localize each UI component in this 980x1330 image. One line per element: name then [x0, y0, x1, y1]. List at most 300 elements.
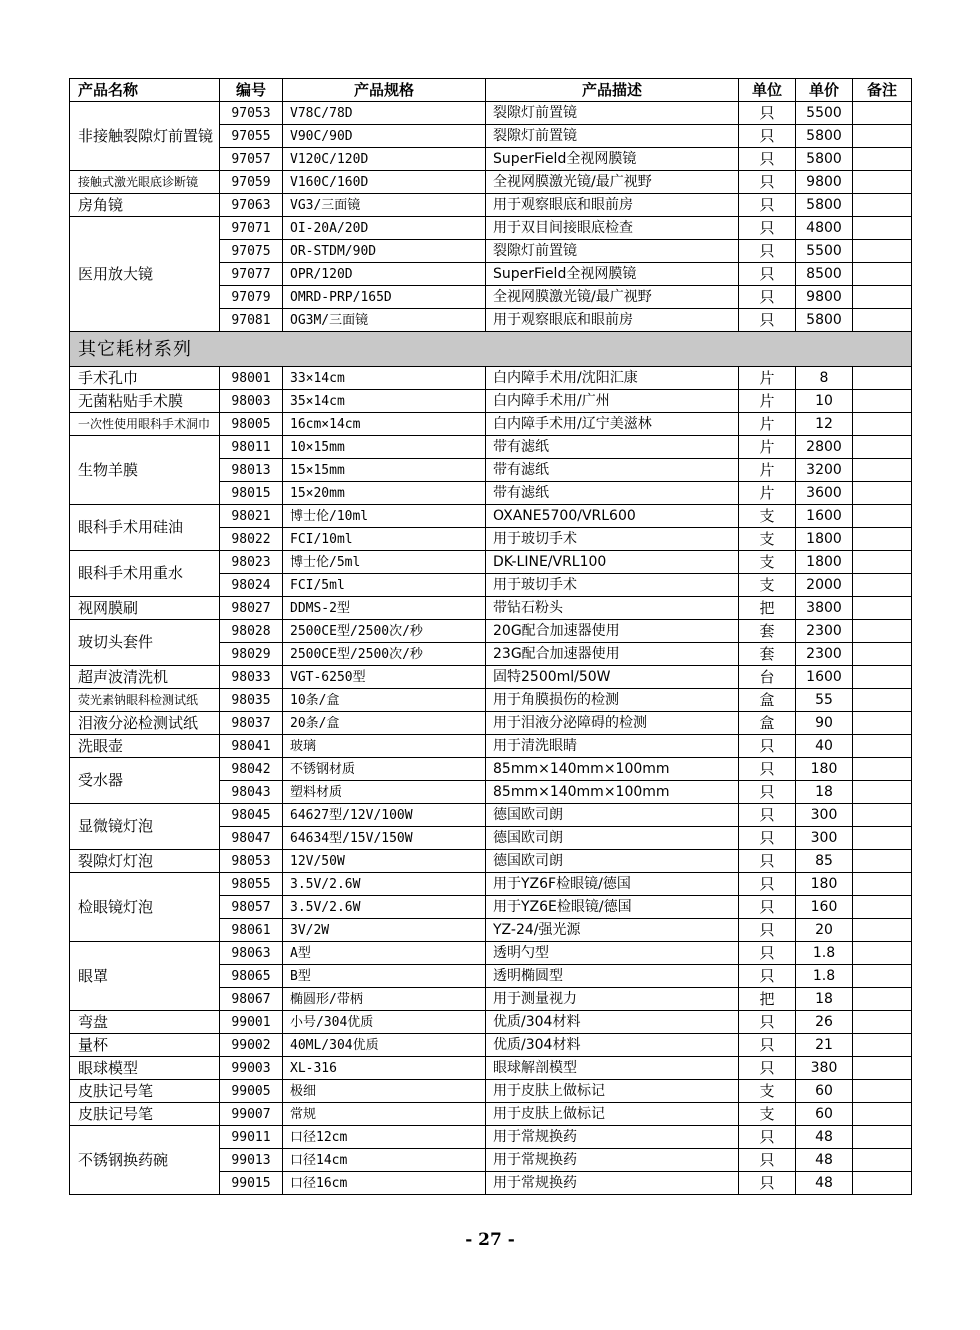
header-spec: 产品规格	[283, 79, 486, 102]
spec-cell: VGT-6250型	[283, 666, 486, 689]
note-cell	[853, 367, 912, 390]
price-cell: 3800	[796, 597, 853, 620]
unit-cell: 片	[739, 413, 796, 436]
description-cell: OXANE5700/VRL600	[486, 505, 739, 528]
note-cell	[853, 194, 912, 217]
code-cell: 98003	[220, 390, 283, 413]
price-cell: 85	[796, 850, 853, 873]
spec-cell: 椭圆形/带柄	[283, 988, 486, 1011]
product-name-cell: 房角镜	[70, 194, 220, 217]
product-name-cell: 眼科手术用重水	[70, 551, 220, 597]
note-cell	[853, 643, 912, 666]
table-body-bottom	[70, 367, 912, 1195]
note-cell	[853, 413, 912, 436]
note-cell	[853, 689, 912, 712]
description-cell: 用于常规换药	[486, 1149, 739, 1172]
code-cell: 98061	[220, 919, 283, 942]
description-cell: 用于常规换药	[486, 1172, 739, 1195]
note-cell	[853, 873, 912, 896]
price-cell: 1800	[796, 528, 853, 551]
product-name-cell: 裂隙灯灯泡	[70, 850, 220, 873]
code-cell: 98043	[220, 781, 283, 804]
code-cell: 98028	[220, 620, 283, 643]
unit-cell: 片	[739, 436, 796, 459]
description-cell: 白内障手术用/辽宁美滋林	[486, 413, 739, 436]
code-cell: 97077	[220, 263, 283, 286]
price-cell: 380	[796, 1057, 853, 1080]
description-cell: 优质/304材料	[486, 1034, 739, 1057]
note-cell	[853, 965, 912, 988]
code-cell: 98001	[220, 367, 283, 390]
code-cell: 97075	[220, 240, 283, 263]
description-cell: SuperField全视网膜镜	[486, 263, 739, 286]
spec-cell: 极细	[283, 1080, 486, 1103]
spec-cell: 塑料材质	[283, 781, 486, 804]
unit-cell: 只	[739, 965, 796, 988]
unit-cell: 只	[739, 919, 796, 942]
price-list-sheet	[69, 78, 911, 1195]
note-cell	[853, 309, 912, 332]
code-cell: 99015	[220, 1172, 283, 1195]
description-cell: 眼球解剖模型	[486, 1057, 739, 1080]
code-cell: 98027	[220, 597, 283, 620]
spec-cell: DDMS-2型	[283, 597, 486, 620]
table-body-top	[70, 102, 912, 332]
code-cell: 97063	[220, 194, 283, 217]
product-name-cell: 皮肤记号笔	[70, 1080, 220, 1103]
table-row	[70, 505, 912, 528]
code-cell: 99002	[220, 1034, 283, 1057]
product-name-cell: 眼科手术用硅油	[70, 505, 220, 551]
unit-cell: 只	[739, 1011, 796, 1034]
price-cell: 40	[796, 735, 853, 758]
product-name-cell: 眼球模型	[70, 1057, 220, 1080]
note-cell	[853, 758, 912, 781]
price-cell: 5800	[796, 194, 853, 217]
description-cell: 德国欧司朗	[486, 804, 739, 827]
code-cell: 97081	[220, 309, 283, 332]
unit-cell: 套	[739, 643, 796, 666]
spec-cell: OI-20A/20D	[283, 217, 486, 240]
table-row	[70, 1126, 912, 1149]
description-cell: 用于玻切手术	[486, 528, 739, 551]
description-cell: 用于观察眼底和眼前房	[486, 194, 739, 217]
spec-cell: VG3/三面镜	[283, 194, 486, 217]
section-title: 其它耗材系列	[70, 332, 912, 367]
price-cell: 26	[796, 1011, 853, 1034]
unit-cell: 盒	[739, 712, 796, 735]
unit-cell: 片	[739, 390, 796, 413]
price-cell: 60	[796, 1080, 853, 1103]
code-cell: 98023	[220, 551, 283, 574]
description-cell: 用于玻切手术	[486, 574, 739, 597]
product-name-cell: 一次性使用眼科手术洞巾	[70, 413, 220, 436]
note-cell	[853, 263, 912, 286]
spec-cell: 不锈钢材质	[283, 758, 486, 781]
code-cell: 98035	[220, 689, 283, 712]
note-cell	[853, 102, 912, 125]
spec-cell: 15×20mm	[283, 482, 486, 505]
unit-cell: 只	[739, 873, 796, 896]
description-cell: 23G配合加速器使用	[486, 643, 739, 666]
price-cell: 2300	[796, 643, 853, 666]
code-cell: 97079	[220, 286, 283, 309]
unit-cell: 片	[739, 367, 796, 390]
spec-cell: 40ML/304优质	[283, 1034, 486, 1057]
price-cell: 1.8	[796, 965, 853, 988]
unit-cell: 只	[739, 896, 796, 919]
note-cell	[853, 390, 912, 413]
table-row	[70, 436, 912, 459]
description-cell: 用于清洗眼睛	[486, 735, 739, 758]
spec-cell: OPR/120D	[283, 263, 486, 286]
code-cell: 98063	[220, 942, 283, 965]
description-cell: 用于常规换药	[486, 1126, 739, 1149]
product-name-cell: 无菌粘贴手术膜	[70, 390, 220, 413]
header-note: 备注	[853, 79, 912, 102]
spec-cell: 口径12cm	[283, 1126, 486, 1149]
code-cell: 99007	[220, 1103, 283, 1126]
spec-cell: 口径14cm	[283, 1149, 486, 1172]
note-cell	[853, 1034, 912, 1057]
product-name-cell: 不锈钢换药碗	[70, 1126, 220, 1195]
spec-cell: B型	[283, 965, 486, 988]
code-cell: 98047	[220, 827, 283, 850]
price-cell: 9800	[796, 171, 853, 194]
unit-cell: 只	[739, 102, 796, 125]
description-cell: 用于皮肤上做标记	[486, 1103, 739, 1126]
table-row	[70, 873, 912, 896]
description-cell: 用于角膜损伤的检测	[486, 689, 739, 712]
note-cell	[853, 1057, 912, 1080]
spec-cell: 35×14cm	[283, 390, 486, 413]
unit-cell: 只	[739, 942, 796, 965]
product-name-cell: 玻切头套件	[70, 620, 220, 666]
price-cell: 48	[796, 1126, 853, 1149]
table-row	[70, 666, 912, 689]
note-cell	[853, 459, 912, 482]
unit-cell: 支	[739, 528, 796, 551]
product-name-cell: 检眼镜灯泡	[70, 873, 220, 942]
price-cell: 1.8	[796, 942, 853, 965]
product-name-cell: 泪液分泌检测试纸	[70, 712, 220, 735]
note-cell	[853, 1149, 912, 1172]
description-cell: 用于YZ6F检眼镜/德国	[486, 873, 739, 896]
unit-cell: 只	[739, 735, 796, 758]
table-row	[70, 217, 912, 240]
description-cell: 85mm×140mm×100mm	[486, 758, 739, 781]
description-cell: YZ-24/强光源	[486, 919, 739, 942]
note-cell	[853, 597, 912, 620]
description-cell: 20G配合加速器使用	[486, 620, 739, 643]
description-cell: 85mm×140mm×100mm	[486, 781, 739, 804]
spec-cell: 玻璃	[283, 735, 486, 758]
spec-cell: OMRD-PRP/165D	[283, 286, 486, 309]
description-cell: 固特2500ml/50W	[486, 666, 739, 689]
spec-cell: 博士伦/10ml	[283, 505, 486, 528]
header-row	[70, 79, 912, 102]
description-cell: 裂隙灯前置镜	[486, 125, 739, 148]
code-cell: 98024	[220, 574, 283, 597]
spec-cell: 12V/50W	[283, 850, 486, 873]
note-cell	[853, 804, 912, 827]
note-cell	[853, 1103, 912, 1126]
price-cell: 5500	[796, 240, 853, 263]
spec-cell: 10条/盒	[283, 689, 486, 712]
table-row	[70, 735, 912, 758]
code-cell: 98011	[220, 436, 283, 459]
code-cell: 98045	[220, 804, 283, 827]
description-cell: 用于观察眼底和眼前房	[486, 309, 739, 332]
price-cell: 300	[796, 827, 853, 850]
unit-cell: 只	[739, 758, 796, 781]
table-row	[70, 367, 912, 390]
table-row	[70, 390, 912, 413]
product-name-cell: 非接触裂隙灯前置镜	[70, 102, 220, 171]
spec-cell: 10×15mm	[283, 436, 486, 459]
price-cell: 48	[796, 1149, 853, 1172]
code-cell: 98065	[220, 965, 283, 988]
price-cell: 21	[796, 1034, 853, 1057]
product-name-cell: 医用放大镜	[70, 217, 220, 332]
price-cell: 8	[796, 367, 853, 390]
table-row	[70, 942, 912, 965]
unit-cell: 支	[739, 1103, 796, 1126]
code-cell: 97071	[220, 217, 283, 240]
price-cell: 10	[796, 390, 853, 413]
unit-cell: 台	[739, 666, 796, 689]
description-cell: 裂隙灯前置镜	[486, 102, 739, 125]
spec-cell: V78C/78D	[283, 102, 486, 125]
product-name-cell: 弯盘	[70, 1011, 220, 1034]
price-cell: 18	[796, 988, 853, 1011]
spec-cell: 2500CE型/2500次/秒	[283, 620, 486, 643]
table-row	[70, 758, 912, 781]
description-cell: 德国欧司朗	[486, 850, 739, 873]
price-cell: 8500	[796, 263, 853, 286]
code-cell: 97055	[220, 125, 283, 148]
header-price: 单价	[796, 79, 853, 102]
code-cell: 98021	[220, 505, 283, 528]
unit-cell: 只	[739, 781, 796, 804]
description-cell: 全视网膜激光镜/最广视野	[486, 171, 739, 194]
table-row	[70, 194, 912, 217]
spec-cell: OR-STDM/90D	[283, 240, 486, 263]
description-cell: DK-LINE/VRL100	[486, 551, 739, 574]
product-name-cell: 洗眼壶	[70, 735, 220, 758]
unit-cell: 支	[739, 505, 796, 528]
unit-cell: 把	[739, 597, 796, 620]
note-cell	[853, 286, 912, 309]
description-cell: 透明椭圆型	[486, 965, 739, 988]
unit-cell: 支	[739, 1080, 796, 1103]
spec-cell: 33×14cm	[283, 367, 486, 390]
spec-cell: 3.5V/2.6W	[283, 873, 486, 896]
code-cell: 98015	[220, 482, 283, 505]
table-row	[70, 1103, 912, 1126]
code-cell: 98055	[220, 873, 283, 896]
table-row	[70, 551, 912, 574]
price-cell: 60	[796, 1103, 853, 1126]
unit-cell: 片	[739, 459, 796, 482]
price-cell: 300	[796, 804, 853, 827]
price-cell: 12	[796, 413, 853, 436]
note-cell	[853, 1126, 912, 1149]
product-name-cell: 接触式激光眼底诊断镜	[70, 171, 220, 194]
spec-cell: FCI/10ml	[283, 528, 486, 551]
page-number: - 27 -	[465, 1230, 515, 1250]
unit-cell: 只	[739, 240, 796, 263]
spec-cell: 20条/盒	[283, 712, 486, 735]
product-name-cell: 手术孔巾	[70, 367, 220, 390]
code-cell: 98022	[220, 528, 283, 551]
code-cell: 99001	[220, 1011, 283, 1034]
description-cell: 白内障手术用/广州	[486, 390, 739, 413]
spec-cell: 2500CE型/2500次/秒	[283, 643, 486, 666]
price-cell: 5800	[796, 125, 853, 148]
unit-cell: 只	[739, 217, 796, 240]
table-row	[70, 1011, 912, 1034]
header-unit: 单位	[739, 79, 796, 102]
note-cell	[853, 528, 912, 551]
unit-cell: 只	[739, 148, 796, 171]
product-name-cell: 视网膜刷	[70, 597, 220, 620]
table-row	[70, 1057, 912, 1080]
header-code: 编号	[220, 79, 283, 102]
price-cell: 1800	[796, 551, 853, 574]
code-cell: 98041	[220, 735, 283, 758]
unit-cell: 只	[739, 286, 796, 309]
price-cell: 180	[796, 873, 853, 896]
spec-cell: V90C/90D	[283, 125, 486, 148]
description-cell: 裂隙灯前置镜	[486, 240, 739, 263]
spec-cell: A型	[283, 942, 486, 965]
price-cell: 1600	[796, 666, 853, 689]
note-cell	[853, 735, 912, 758]
table-row	[70, 689, 912, 712]
code-cell: 98067	[220, 988, 283, 1011]
description-cell: 全视网膜激光镜/最广视野	[486, 286, 739, 309]
price-cell: 4800	[796, 217, 853, 240]
header-product-name: 产品名称	[70, 79, 220, 102]
code-cell: 97059	[220, 171, 283, 194]
note-cell	[853, 436, 912, 459]
code-cell: 97053	[220, 102, 283, 125]
code-cell: 98005	[220, 413, 283, 436]
code-cell: 98029	[220, 643, 283, 666]
note-cell	[853, 574, 912, 597]
price-cell: 5800	[796, 148, 853, 171]
description-cell: 透明勺型	[486, 942, 739, 965]
table-row	[70, 850, 912, 873]
code-cell: 98042	[220, 758, 283, 781]
code-cell: 99005	[220, 1080, 283, 1103]
description-cell: 用于测量视力	[486, 988, 739, 1011]
spec-cell: V160C/160D	[283, 171, 486, 194]
price-cell: 2800	[796, 436, 853, 459]
product-name-cell: 皮肤记号笔	[70, 1103, 220, 1126]
description-cell: 用于双目间接眼底检查	[486, 217, 739, 240]
price-cell: 55	[796, 689, 853, 712]
spec-cell: 64634型/15V/150W	[283, 827, 486, 850]
product-name-cell: 显微镜灯泡	[70, 804, 220, 850]
spec-cell: 小号/304优质	[283, 1011, 486, 1034]
unit-cell: 只	[739, 1149, 796, 1172]
product-name-cell: 受水器	[70, 758, 220, 804]
price-cell: 90	[796, 712, 853, 735]
product-name-cell: 生物羊膜	[70, 436, 220, 505]
spec-cell: 64627型/12V/100W	[283, 804, 486, 827]
description-cell: 带有滤纸	[486, 482, 739, 505]
price-cell: 5500	[796, 102, 853, 125]
note-cell	[853, 505, 912, 528]
description-cell: 白内障手术用/沈阳汇康	[486, 367, 739, 390]
price-cell: 9800	[796, 286, 853, 309]
note-cell	[853, 919, 912, 942]
spec-cell: 博士伦/5ml	[283, 551, 486, 574]
product-name-cell: 眼罩	[70, 942, 220, 1011]
description-cell: 用于泪液分泌障碍的检测	[486, 712, 739, 735]
price-cell: 3600	[796, 482, 853, 505]
unit-cell: 盒	[739, 689, 796, 712]
spec-cell: V120C/120D	[283, 148, 486, 171]
section-header-body	[70, 332, 912, 367]
table-row	[70, 171, 912, 194]
code-cell: 98013	[220, 459, 283, 482]
note-cell	[853, 827, 912, 850]
note-cell	[853, 620, 912, 643]
spec-cell: 16cm×14cm	[283, 413, 486, 436]
spec-cell: 3.5V/2.6W	[283, 896, 486, 919]
code-cell: 99013	[220, 1149, 283, 1172]
note-cell	[853, 942, 912, 965]
spec-cell: 口径16cm	[283, 1172, 486, 1195]
price-cell: 2000	[796, 574, 853, 597]
unit-cell: 只	[739, 850, 796, 873]
code-cell: 98037	[220, 712, 283, 735]
table-row	[70, 804, 912, 827]
price-cell: 160	[796, 896, 853, 919]
unit-cell: 只	[739, 804, 796, 827]
unit-cell: 只	[739, 309, 796, 332]
price-cell: 5800	[796, 309, 853, 332]
note-cell	[853, 1080, 912, 1103]
header-description: 产品描述	[486, 79, 739, 102]
price-cell: 18	[796, 781, 853, 804]
unit-cell: 支	[739, 574, 796, 597]
section-header-row	[70, 332, 912, 367]
unit-cell: 只	[739, 263, 796, 286]
unit-cell: 只	[739, 827, 796, 850]
description-cell: 用于YZ6E检眼镜/德国	[486, 896, 739, 919]
note-cell	[853, 988, 912, 1011]
table-row	[70, 413, 912, 436]
note-cell	[853, 125, 912, 148]
description-cell: 带有滤纸	[486, 436, 739, 459]
unit-cell: 套	[739, 620, 796, 643]
unit-cell: 只	[739, 1034, 796, 1057]
code-cell: 99003	[220, 1057, 283, 1080]
code-cell: 98053	[220, 850, 283, 873]
unit-cell: 只	[739, 1172, 796, 1195]
unit-cell: 只	[739, 171, 796, 194]
code-cell: 99011	[220, 1126, 283, 1149]
note-cell	[853, 1172, 912, 1195]
price-cell: 3200	[796, 459, 853, 482]
spec-cell: 15×15mm	[283, 459, 486, 482]
description-cell: SuperField全视网膜镜	[486, 148, 739, 171]
price-cell: 1600	[796, 505, 853, 528]
